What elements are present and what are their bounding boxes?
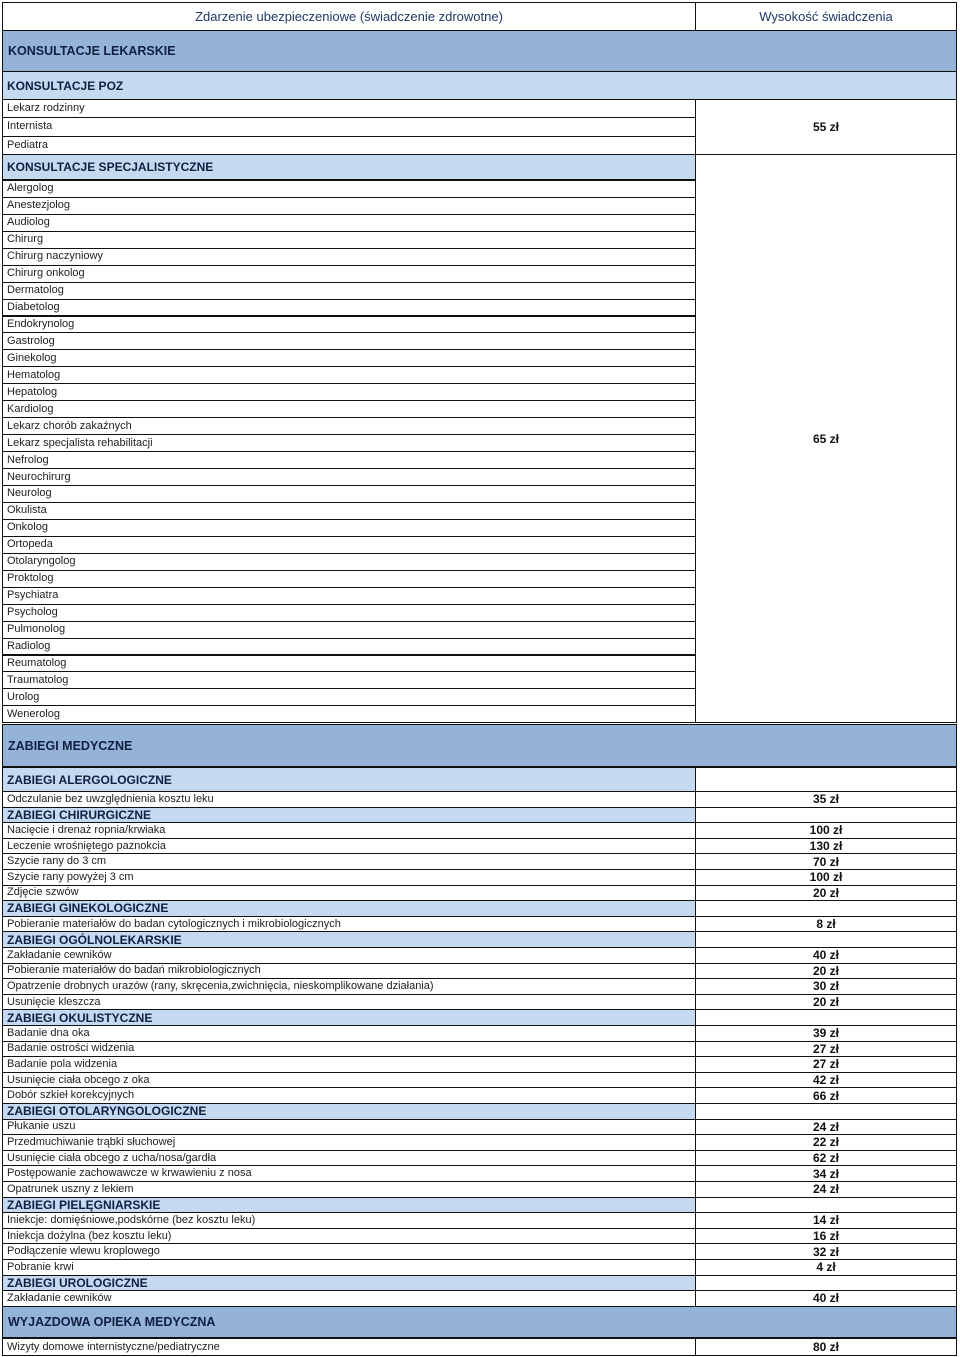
procedure-group-title: ZABIEGI OGÓLNOLEKARSKIE bbox=[2, 931, 696, 948]
procedure-item: Badanie pola widzenia bbox=[2, 1056, 696, 1073]
procedure-item: Odczulanie bez uwzględnienia kosztu leku bbox=[2, 791, 696, 808]
procedure-group-price-spacer bbox=[695, 900, 957, 917]
procedure-item: Nacięcie i drenaż ropnia/krwiaka bbox=[2, 822, 696, 839]
section-title-procedures: ZABIEGI MEDYCZNE bbox=[2, 724, 957, 767]
procedure-price: 20 zł bbox=[695, 885, 957, 902]
procedure-group-price-spacer bbox=[695, 807, 957, 824]
procedure-price: 14 zł bbox=[695, 1212, 957, 1229]
specialist-item: Neurolog bbox=[2, 485, 696, 503]
procedure-price: 40 zł bbox=[695, 1290, 957, 1307]
specialist-item: Neurochirurg bbox=[2, 468, 696, 486]
procedure-item: Podłączenie wlewu kroplowego bbox=[2, 1243, 696, 1260]
procedure-group-price-spacer bbox=[695, 1197, 957, 1214]
procedure-item: Badanie dna oka bbox=[2, 1025, 696, 1042]
procedure-price: 20 zł bbox=[695, 994, 957, 1011]
procedure-group-price-spacer bbox=[695, 767, 957, 792]
procedure-item: Iniekcje: domięśniowe,podskórne (bez kosztu leku) bbox=[2, 1212, 696, 1229]
procedure-item: Płukanie uszu bbox=[2, 1119, 696, 1136]
specialist-item: Ortopeda bbox=[2, 536, 696, 554]
section-title-home-care: WYJAZDOWA OPIEKA MEDYCZNA bbox=[2, 1306, 957, 1338]
procedure-price: 40 zł bbox=[695, 947, 957, 964]
procedure-price: 16 zł bbox=[695, 1228, 957, 1245]
procedure-item: Szycie rany powyżej 3 cm bbox=[2, 869, 696, 886]
procedure-price: 35 zł bbox=[695, 791, 957, 808]
specialist-item: Alergolog bbox=[2, 180, 696, 198]
specialist-item: Anestezjolog bbox=[2, 197, 696, 215]
procedure-price: 100 zł bbox=[695, 822, 957, 839]
procedure-item: Usunięcie kleszcza bbox=[2, 994, 696, 1011]
procedure-price: 62 zł bbox=[695, 1150, 957, 1167]
group-title-specialists: KONSULTACJE SPECJALISTYCZNE bbox=[2, 154, 696, 180]
procedure-price: 130 zł bbox=[695, 838, 957, 855]
procedure-item: Postępowanie zachowawcze w krwawieniu z nosa bbox=[2, 1165, 696, 1182]
specialist-item: Diabetolog bbox=[2, 299, 696, 317]
procedure-item: Pobranie krwi bbox=[2, 1259, 696, 1276]
procedure-price: 22 zł bbox=[695, 1134, 957, 1151]
procedure-price: 20 zł bbox=[695, 963, 957, 980]
specialist-item: Lekarz chorób zakaźnych bbox=[2, 417, 696, 435]
procedure-item: Opatrunek uszny z lekiem bbox=[2, 1181, 696, 1198]
procedure-price: 27 zł bbox=[695, 1041, 957, 1058]
poz-item: Lekarz rodzinny bbox=[2, 99, 696, 118]
procedure-group-price-spacer bbox=[695, 931, 957, 948]
poz-item: Internista bbox=[2, 117, 696, 136]
specialist-item: Pulmonolog bbox=[2, 621, 696, 639]
procedure-item: Iniekcja dożylna (bez kosztu leku) bbox=[2, 1228, 696, 1245]
procedure-price: 4 zł bbox=[695, 1259, 957, 1276]
specialist-item: Urolog bbox=[2, 688, 696, 706]
procedure-price: 30 zł bbox=[695, 978, 957, 995]
home-care-price: 80 zł bbox=[695, 1338, 957, 1356]
procedure-item: Szycie rany do 3 cm bbox=[2, 853, 696, 870]
procedure-item: Pobieranie materiałów do badan cytologicznych i mikrobiologicznych bbox=[2, 916, 696, 933]
procedure-group-price-spacer bbox=[695, 1103, 957, 1120]
procedure-item: Usunięcie ciała obcego z ucha/nosa/gardła bbox=[2, 1150, 696, 1167]
procedure-group-price-spacer bbox=[695, 1275, 957, 1292]
procedure-item: Leczenie wrośniętego paznokcia bbox=[2, 838, 696, 855]
specialist-item: Reumatolog bbox=[2, 655, 696, 673]
procedure-group-title: ZABIEGI OTOLARYNGOLOGICZNE bbox=[2, 1103, 696, 1120]
specialist-item: Dermatolog bbox=[2, 282, 696, 300]
specialist-item: Gastrolog bbox=[2, 332, 696, 350]
specialist-item: Okulista bbox=[2, 502, 696, 520]
procedure-item: Dobór szkieł korekcyjnych bbox=[2, 1087, 696, 1104]
procedure-group-title: ZABIEGI UROLOGICZNE bbox=[2, 1275, 696, 1292]
specialist-item: Radiolog bbox=[2, 638, 696, 656]
specialist-item: Wenerolog bbox=[2, 705, 696, 723]
header-event-column: Zdarzenie ubezpieczeniowe (świadczenie zdrowotne) bbox=[2, 2, 696, 31]
specialist-item: Ginekolog bbox=[2, 349, 696, 367]
procedure-group-title: ZABIEGI PIELĘGNIARSKIE bbox=[2, 1197, 696, 1214]
header-amount-column: Wysokość świadczenia bbox=[695, 2, 957, 31]
procedure-item: Zakładanie cewników bbox=[2, 1290, 696, 1307]
specialist-item: Endokrynolog bbox=[2, 316, 696, 334]
procedure-group-title: ZABIEGI GINEKOLOGICZNE bbox=[2, 900, 696, 917]
procedure-price: 24 zł bbox=[695, 1119, 957, 1136]
procedure-item: Zakładanie cewników bbox=[2, 947, 696, 964]
section-title-consultations: KONSULTACJE LEKARSKIE bbox=[2, 30, 957, 72]
procedure-price: 34 zł bbox=[695, 1165, 957, 1182]
procedure-price: 39 zł bbox=[695, 1025, 957, 1042]
specialist-price: 65 zł bbox=[695, 154, 957, 723]
specialist-item: Onkolog bbox=[2, 519, 696, 537]
specialist-item: Chirurg naczyniowy bbox=[2, 248, 696, 266]
specialist-item: Nefrolog bbox=[2, 451, 696, 469]
specialist-item: Otolaryngolog bbox=[2, 553, 696, 571]
procedure-price: 66 zł bbox=[695, 1087, 957, 1104]
specialist-item: Audiolog bbox=[2, 214, 696, 232]
specialist-item: Lekarz specjalista rehabilitacji bbox=[2, 434, 696, 452]
procedure-price: 32 zł bbox=[695, 1243, 957, 1260]
procedure-group-title: ZABIEGI ALERGOLOGICZNE bbox=[2, 767, 696, 792]
home-care-item: Wizyty domowe internistyczne/pediatryczne bbox=[2, 1338, 696, 1356]
procedure-item: Zdjęcie szwów bbox=[2, 885, 696, 902]
procedure-price: 27 zł bbox=[695, 1056, 957, 1073]
specialist-item: Hematolog bbox=[2, 366, 696, 384]
specialist-item: Psycholog bbox=[2, 604, 696, 622]
specialist-item: Traumatolog bbox=[2, 671, 696, 689]
procedure-price: 100 zł bbox=[695, 869, 957, 886]
procedure-price: 70 zł bbox=[695, 853, 957, 870]
procedure-group-price-spacer bbox=[695, 1009, 957, 1026]
procedure-item: Badanie ostrości widzenia bbox=[2, 1041, 696, 1058]
specialist-item: Kardiolog bbox=[2, 400, 696, 418]
procedure-price: 8 zł bbox=[695, 916, 957, 933]
poz-item: Pediatra bbox=[2, 136, 696, 155]
group-title-poz: KONSULTACJE POZ bbox=[2, 71, 957, 100]
specialist-item: Proktolog bbox=[2, 570, 696, 588]
specialist-item: Hepatolog bbox=[2, 383, 696, 401]
procedure-price: 24 zł bbox=[695, 1181, 957, 1198]
procedure-item: Pobieranie materiałów do badań mikrobiologicznych bbox=[2, 963, 696, 980]
specialist-item: Chirurg bbox=[2, 231, 696, 249]
procedure-item: Przedmuchiwanie trąbki słuchowej bbox=[2, 1134, 696, 1151]
poz-price: 55 zł bbox=[695, 99, 957, 155]
specialist-item: Chirurg onkolog bbox=[2, 265, 696, 283]
procedure-group-title: ZABIEGI OKULISTYCZNE bbox=[2, 1009, 696, 1026]
procedure-item: Usunięcie ciała obcego z oka bbox=[2, 1072, 696, 1089]
procedure-group-title: ZABIEGI CHIRURGICZNE bbox=[2, 807, 696, 824]
procedure-item: Opatrzenie drobnych urazów (rany, skręcenia,zwichnięcia, nieskomplikowane działania) bbox=[2, 978, 696, 995]
procedure-price: 42 zł bbox=[695, 1072, 957, 1089]
specialist-item: Psychiatra bbox=[2, 587, 696, 605]
